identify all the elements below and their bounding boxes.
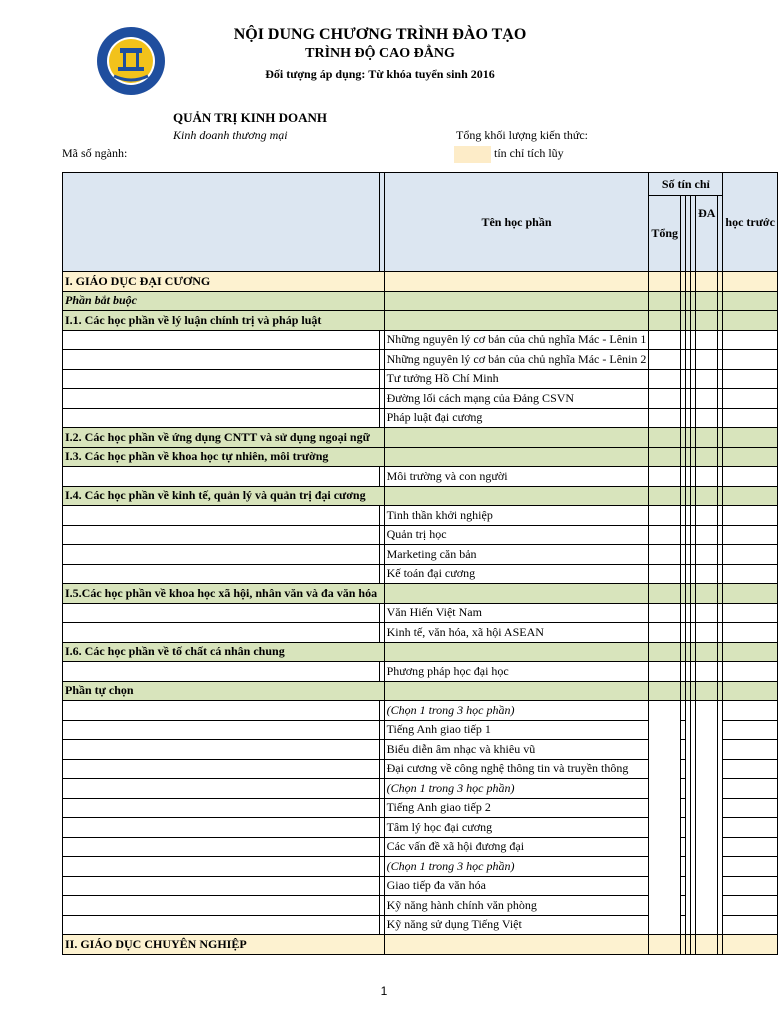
table-row xyxy=(63,720,778,740)
course-name: Những nguyên lý cơ bản của chủ nghĩa Mác - Lênin 1 xyxy=(384,330,649,350)
course-name: Pháp luật đại cương xyxy=(384,408,649,428)
course-name: Kỹ năng hành chính văn phòng xyxy=(384,896,649,916)
row-label: I.3. Các học phần về khoa học tự nhiên, môi trường xyxy=(65,449,329,464)
course-name: Quản trị học xyxy=(384,525,649,545)
group-heading xyxy=(63,447,380,467)
table-row xyxy=(63,330,778,350)
table-row xyxy=(63,915,778,935)
prerequisite-header: học trước xyxy=(723,173,778,272)
row-label: I.2. Các học phần về ứng dụng CNTT và sử dụng ngoại ngữ xyxy=(65,429,370,444)
table-row xyxy=(63,525,778,545)
course-name: Các vấn đề xã hội đương đại xyxy=(384,837,649,857)
course-name: Tinh thần khởi nghiệp xyxy=(384,506,649,526)
course-name: Kế toán đại cương xyxy=(384,564,649,584)
table-row xyxy=(63,681,778,701)
credits-header: Số tín chỉ xyxy=(649,173,723,196)
table-row xyxy=(63,506,778,526)
table-row xyxy=(63,486,778,506)
course-name-header: Tên học phần xyxy=(384,173,649,272)
table-row xyxy=(63,291,778,311)
course-name: Tư tưởng Hồ Chí Minh xyxy=(384,369,649,389)
table-row xyxy=(63,623,778,643)
course-name: Kỹ năng sử dụng Tiếng Việt xyxy=(384,915,649,935)
specialization: Kinh doanh thương mại xyxy=(173,128,288,142)
course-name: Tâm lý học đại cương xyxy=(384,818,649,838)
table-row xyxy=(63,447,778,467)
course-name: Tiếng Anh giao tiếp 1 xyxy=(384,720,649,740)
table-row xyxy=(63,428,778,448)
credit-input-cell[interactable] xyxy=(454,146,491,163)
elective-note: (Chọn 1 trong 3 học phần) xyxy=(384,779,649,799)
group-heading xyxy=(63,428,380,448)
table-row xyxy=(63,740,778,760)
course-name: Những nguyên lý cơ bản của chủ nghĩa Mác - Lênin 2 xyxy=(384,350,649,370)
table-row xyxy=(63,935,778,955)
section-heading xyxy=(63,935,380,955)
course-name: Biểu diễn âm nhạc và khiêu vũ xyxy=(384,740,649,760)
page-number: 1 xyxy=(380,984,388,998)
group-heading xyxy=(63,681,380,701)
course-name: Đại cương về công nghệ thông tin và truyền thông xyxy=(384,759,649,779)
table-row xyxy=(63,779,778,799)
group-heading xyxy=(63,486,380,506)
table-row xyxy=(63,350,778,370)
group-heading xyxy=(63,642,380,662)
total-credits-header: Tổng xyxy=(649,196,681,272)
elective-note: (Chọn 1 trong 3 học phần) xyxy=(384,857,649,877)
table-row xyxy=(63,311,778,331)
row-label: I. GIÁO DỤC ĐẠI CƯƠNG xyxy=(65,273,211,288)
row-label: II. GIÁO DỤC CHUYÊN NGHIỆP xyxy=(65,936,247,951)
row-label: Phần bắt buộc xyxy=(65,293,138,308)
table-row xyxy=(63,408,778,428)
course-name: Văn Hiến Việt Nam xyxy=(384,603,649,623)
table-row xyxy=(63,876,778,896)
program-level: TRÌNH ĐỘ CAO ĐẲNG xyxy=(305,46,455,61)
project-header: ĐA xyxy=(696,196,718,272)
course-name: Môi trường và con người xyxy=(384,467,649,487)
document-title: NỘI DUNG CHƯƠNG TRÌNH ĐÀO TẠO xyxy=(233,26,527,43)
table-row xyxy=(63,896,778,916)
table-row xyxy=(63,642,778,662)
university-logo xyxy=(96,26,166,96)
table-row xyxy=(63,467,778,487)
table-row xyxy=(63,603,778,623)
total-knowledge-label: Tổng khối lượng kiến thức: xyxy=(456,128,589,142)
elective-note: (Chọn 1 trong 3 học phần) xyxy=(384,701,649,721)
table-row xyxy=(63,759,778,779)
row-label: I.6. Các học phần về tố chất cá nhân chung xyxy=(65,644,285,659)
table-row xyxy=(63,564,778,584)
table-row xyxy=(63,837,778,857)
table-row xyxy=(63,369,778,389)
course-name: Phương pháp học đại học xyxy=(384,662,649,682)
table-row xyxy=(63,545,778,565)
table-header-row xyxy=(63,173,778,196)
table-body xyxy=(63,173,778,955)
course-name: Kinh tế, văn hóa, xã hội ASEAN xyxy=(384,623,649,643)
row-label: I.1. Các học phần về lý luận chính trị và pháp luật xyxy=(65,312,322,327)
table-row xyxy=(63,798,778,818)
major-name: QUẢN TRỊ KINH DOANH xyxy=(173,110,327,125)
credit-label: tín chỉ tích lũy xyxy=(494,146,564,160)
course-name: Tiếng Anh giao tiếp 2 xyxy=(384,798,649,818)
table-row xyxy=(63,701,778,721)
table-row xyxy=(63,272,778,292)
applicable-target: Đối tượng áp dụng: Từ khóa tuyển sinh 2016 xyxy=(265,67,495,81)
group-heading xyxy=(63,311,380,331)
table-row xyxy=(63,818,778,838)
table-row xyxy=(63,662,778,682)
row-label: Phần tự chọn xyxy=(65,683,134,698)
course-name: Đường lối cách mạng của Đảng CSVN xyxy=(384,389,649,409)
curriculum-table xyxy=(62,172,778,955)
row-label: I.5.Các học phần về khoa học xã hội, nhân văn và đa văn hóa xyxy=(65,585,378,600)
course-name: Giao tiếp đa văn hóa xyxy=(384,876,649,896)
course-name: Marketing căn bản xyxy=(384,545,649,565)
group-heading xyxy=(63,584,380,604)
table-row xyxy=(63,584,778,604)
major-code-label: Mã số ngành: xyxy=(62,146,128,160)
section-heading xyxy=(63,272,380,292)
table-row xyxy=(63,389,778,409)
table-row xyxy=(63,857,778,877)
group-heading xyxy=(63,291,380,311)
row-label: I.4. Các học phần về kinh tế, quản lý và quản trị đại cương xyxy=(65,488,366,503)
